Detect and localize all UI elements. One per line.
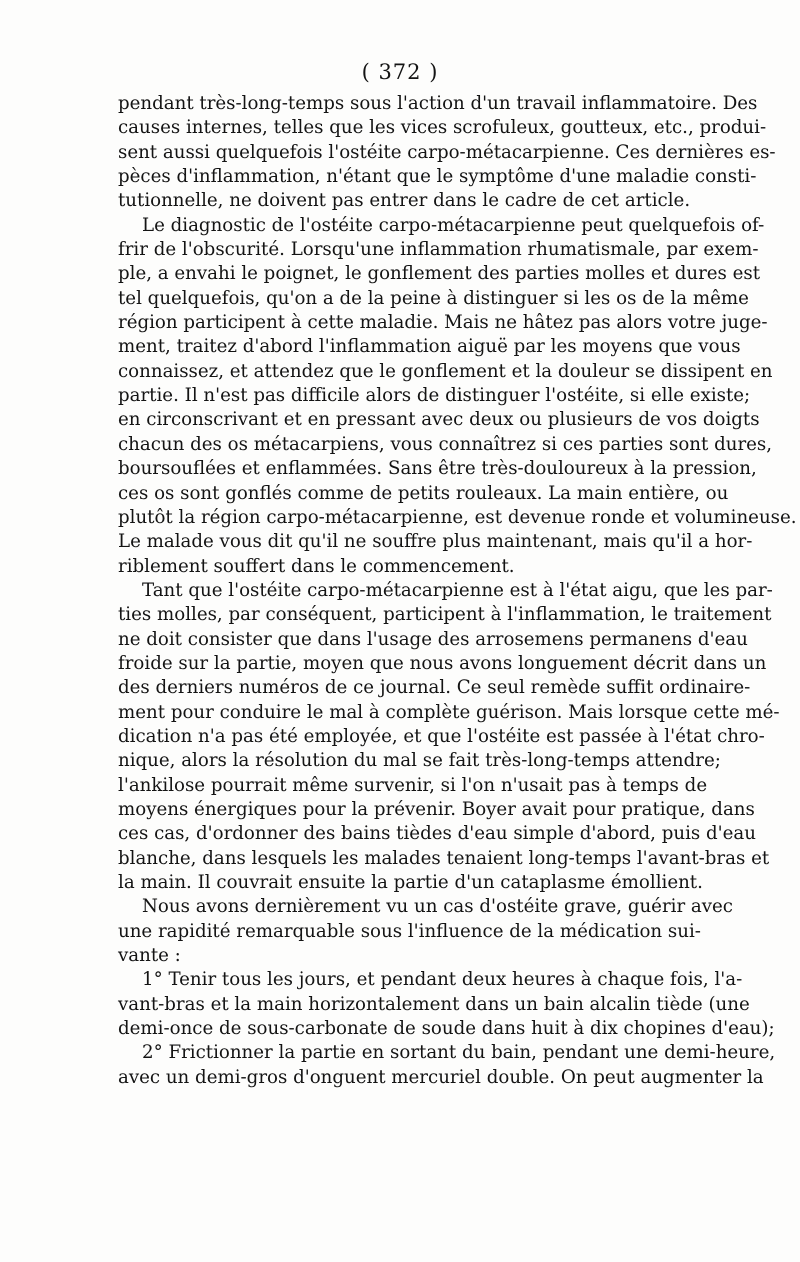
text-line: Le malade vous dit qu'il ne souffre plus maintenant, mais qu'il a hor- bbox=[118, 531, 753, 553]
text-line: des derniers numéros de ce journal. Ce seul remède suffit ordinaire- bbox=[118, 677, 751, 699]
text-line: dication n'a pas été employée, et que l'ostéite est passée à l'état chro- bbox=[118, 725, 765, 747]
text-line: la main. Il couvrait ensuite la partie d'un cataplasme émollient. bbox=[118, 872, 703, 893]
text-line: Tant que l'ostéite carpo-métacarpienne est à l'état aigu, que les par- bbox=[142, 579, 773, 601]
text-line: ces cas, d'ordonner des bains tièdes d'eau simple d'abord, puis d'eau bbox=[118, 823, 756, 845]
text-line: froide sur la partie, moyen que nous avons longuement décrit dans un bbox=[118, 652, 767, 674]
text-line: Le diagnostic de l'ostéite carpo-métacarpienne peut quelquefois of- bbox=[142, 214, 765, 236]
text-line: sent aussi quelquefois l'ostéite carpo-métacarpienne. Ces dernières es- bbox=[118, 141, 776, 163]
text-line: région participent à cette maladie. Mais ne hâtez pas alors votre juge- bbox=[118, 312, 768, 334]
text-line: une rapidité remarquable sous l'influence de la médication sui- bbox=[118, 920, 701, 942]
page-number: ( 372 ) bbox=[361, 60, 439, 84]
text-line: 2° Frictionner la partie en sortant du bain, pendant une demi-heure, bbox=[142, 1042, 776, 1064]
text-line: boursouflées et enflammées. Sans être très-douloureux à la pression, bbox=[118, 458, 757, 480]
text-line: causes internes, telles que les vices scrofuleux, goutteux, etc., produi- bbox=[118, 117, 767, 139]
text-line: frir de l'obscurité. Lorsqu'une inflammation rhumatismale, par exem- bbox=[118, 239, 759, 261]
text-line: ment, traitez d'abord l'inflammation aiguë par les moyens que vous bbox=[118, 336, 741, 358]
text-line: pendant très-long-temps sous l'action d'un travail inflammatoire. Des bbox=[118, 93, 758, 114]
text-line: tel quelquefois, qu'on a de la peine à distinguer si les os de la même bbox=[118, 287, 749, 309]
text-line: tutionnelle, ne doivent pas entrer dans le cadre de cet article. bbox=[118, 190, 691, 212]
text-line: riblement souffert dans le commencement. bbox=[118, 555, 515, 577]
text-line: pèces d'inflammation, n'étant que le symptôme d'une maladie consti- bbox=[118, 166, 757, 188]
text-line: avec un demi-gros d'onguent mercuriel double. On peut augmenter la bbox=[118, 1066, 764, 1088]
text-line: connaissez, et attendez que le gonflement et la douleur se dissipent en bbox=[118, 360, 773, 382]
text-line: l'ankilose pourrait même survenir, si l'on n'usait pas à temps de bbox=[118, 774, 708, 796]
text-line: ment pour conduire le mal à complète guérison. Mais lorsque cette mé- bbox=[118, 701, 780, 723]
text-line: Nous avons dernièrement vu un cas d'ostéite grave, guérir avec bbox=[142, 896, 733, 918]
text-line: ple, a envahi le poignet, le gonflement des parties molles et dures est bbox=[118, 263, 761, 285]
text-line: vant-bras et la main horizontalement dans un bain alcalin tiède (une bbox=[118, 993, 750, 1015]
text-line: ces os sont gonflés comme de petits rouleaux. La main entière, ou bbox=[118, 482, 729, 504]
text-line: ties molles, par conséquent, participent à l'inflammation, le traitement bbox=[118, 604, 772, 626]
body-text bbox=[118, 92, 797, 1090]
text-line: demi-once de sous-carbonate de soude dans huit à dix chopines d'eau); bbox=[118, 1018, 775, 1040]
text-line: blanche, dans lesquels les malades tenaient long-temps l'avant-bras et bbox=[118, 847, 770, 869]
text-line: 1° Tenir tous les jours, et pendant deux heures à chaque fois, l'a- bbox=[142, 969, 743, 991]
text-line: chacun des os métacarpiens, vous connaîtrez si ces parties sont dures, bbox=[118, 433, 773, 455]
text-line: plutôt la région carpo-métacarpienne, est devenue ronde et volumineuse. bbox=[118, 506, 797, 528]
text-line: nique, alors la résolution du mal se fait très-long-temps attendre; bbox=[118, 750, 721, 772]
text-line: moyens énergiques pour la prévenir. Boyer avait pour pratique, dans bbox=[118, 798, 755, 820]
text-line: vante : bbox=[118, 945, 181, 967]
text-line: ne doit consister que dans l'usage des arrosemens permanens d'eau bbox=[118, 628, 748, 650]
text-line: partie. Il n'est pas difficile alors de distinguer l'ostéite, si elle existe; bbox=[118, 385, 751, 407]
text-line: en circonscrivant et en pressant avec deux ou plusieurs de vos doigts bbox=[118, 409, 760, 431]
